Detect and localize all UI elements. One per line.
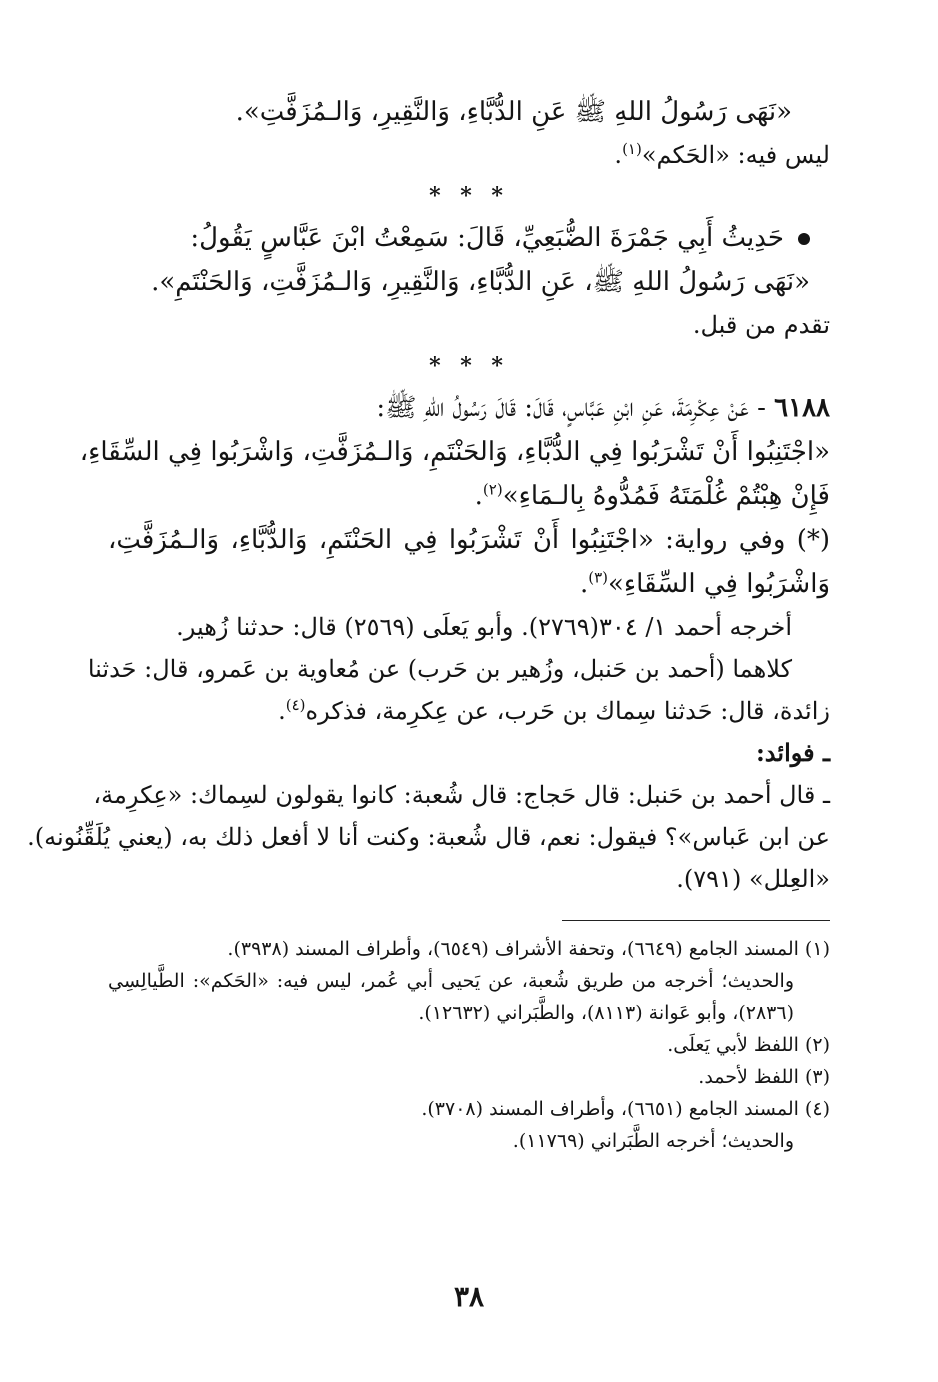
takhrij-line: كلاهما (أحمد بن حَنبل، وزُهير بن حَرب) عن مُعاوية بن عَمرو، قال: حَدثنا <box>87 655 792 683</box>
benefit-line: «العِلل» (٧٩١). <box>676 865 830 893</box>
section-separator: * * * <box>429 353 509 379</box>
benefit-line: عن ابن عَباس»؟ فيقول: نعم، قال شُعبة: وكنت أنا لا أفعل ذلك به، (يعني يُلَقِّنُونه). <box>27 823 830 851</box>
takhrij-line: أخرجه أحمد ١/ ٣٠٤(٢٧٦٩). وأبو يَعلَى (٢٥٦٩) قال: حدثنا زُهير. <box>176 613 792 641</box>
entry-number: ٦١٨٨ <box>774 393 830 423</box>
bullet-icon <box>798 233 810 245</box>
footnote-4: (٤) المسند الجامع (٦٦٥١)، وأطراف المسند (٣٧٠٨). <box>421 1098 830 1120</box>
footnote-divider <box>562 920 830 921</box>
footnote-2: (٢) اللفظ لأبي يَعلَى. <box>667 1034 830 1056</box>
footnote-1-continuation: (٢٨٣٦)، وأبو عَوانة (٨١١٣)، والطَّبَراني (١٢٦٣٢). <box>418 1002 794 1024</box>
footnote-ref-3[interactable]: (٣) <box>588 568 609 587</box>
page-content <box>27 90 830 1157</box>
riwaya-text-end: وَاشْرَبُوا فِي السِّقَاءِ» <box>608 569 830 599</box>
footnote-ref-4[interactable]: (٤) <box>285 696 306 714</box>
takhrij-line <box>108 690 830 732</box>
footnote-ref-1[interactable]: (١) <box>622 140 642 158</box>
entry-text-end: فَإِنْ هِبْتُمْ غُلْمَتَهُ فَمُدُّوهُ بِالـمَاءِ» <box>502 481 830 511</box>
note-line <box>108 134 830 176</box>
entry-text-line <box>108 474 830 518</box>
footnote-ref-2[interactable]: (٢) <box>482 480 503 499</box>
hadith-intro-text: حَدِيثُ أَبِي جَمْرَةَ الضُّبَعِيِّ، قَالَ: سَمِعْتُ ابْنَ عَبَّاسٍ يَقُولُ: <box>190 223 784 253</box>
page-number: ٣٨ <box>453 1280 485 1313</box>
footnote-1: (١) المسند الجامع (٦٦٤٩)، وتحفة الأشراف (٦٥٤٩)، وأطراف المسند (٣٩٣٨). <box>227 938 830 960</box>
takhrij-period: . <box>278 697 286 725</box>
footnote-4-continuation: والحديث؛ أخرجه الطَّبَراني (١١٧٦٩). <box>512 1130 794 1152</box>
footnote-3: (٣) اللفظ لأحمد. <box>698 1066 830 1088</box>
riwaya-line <box>108 562 830 606</box>
benefit-line: ـ قال أحمد بن حَنبل: قال حَجاج: قال شُعبة: كانوا يقولون لسِماك: «عِكرِمة، <box>93 781 830 809</box>
note-end: . <box>614 141 623 169</box>
benefits-heading: ـ فوائد: <box>755 738 830 767</box>
takhrij-text-end: زائدة، قال: حَدثنا سِماك بن حَرب، عن عِكرِمة، فذكره <box>305 697 830 725</box>
mentioned-before-line: تقدم من قبل. <box>692 311 830 339</box>
riwaya-line: (*) وفي رواية: «اجْتَنِبُوا أَنْ تَشْرَبُوا فِي الحَنْتَمِ، وَالدُّبَّاءِ، وَالـمُزَفَّتِ، <box>108 525 830 555</box>
footnote-1-continuation: والحديث؛ أخرجه من طريق شُعبة، عن يَحيى أبي عُمر، ليس فيه: «الحَكم»: الطَّيالِسِي <box>108 970 794 992</box>
hadith-text-line: «نَهَى رَسُولُ اللهِ ﷺ، عَنِ الدُّبَّاءِ، وَالنَّقِيرِ، وَالـمُزَفَّتِ، وَالحَنْتَمِ». <box>151 267 810 297</box>
hadith-text-line: «نَهَى رَسُولُ اللهِ ﷺ عَنِ الدُّبَّاءِ، وَالنَّقِيرِ، وَالـمُزَفَّتِ». <box>235 97 792 127</box>
note-text: ليس فيه: «الحَكم» <box>641 141 830 169</box>
entry-text-line: «اجْتَنِبُوا أَنْ تَشْرَبُوا فِي الدُّبَّاءِ، وَالحَنْتَمِ، وَالـمُزَفَّتِ، وَاشْرَبُوا فِي السِّقَاءِ، <box>79 437 830 467</box>
entry-text-period: . <box>474 481 483 511</box>
hadith-intro-line <box>108 216 830 260</box>
entry-heading-line <box>108 386 830 430</box>
riwaya-period: . <box>579 569 589 599</box>
entry-heading-text: - عَنْ عِكْرِمَةَ، عَنِ ابْنِ عَبَّاسٍ، قَالَ: قَالَ رَسُولُ اللهِ ﷺ: <box>376 393 766 423</box>
section-separator: * * * <box>429 183 509 209</box>
